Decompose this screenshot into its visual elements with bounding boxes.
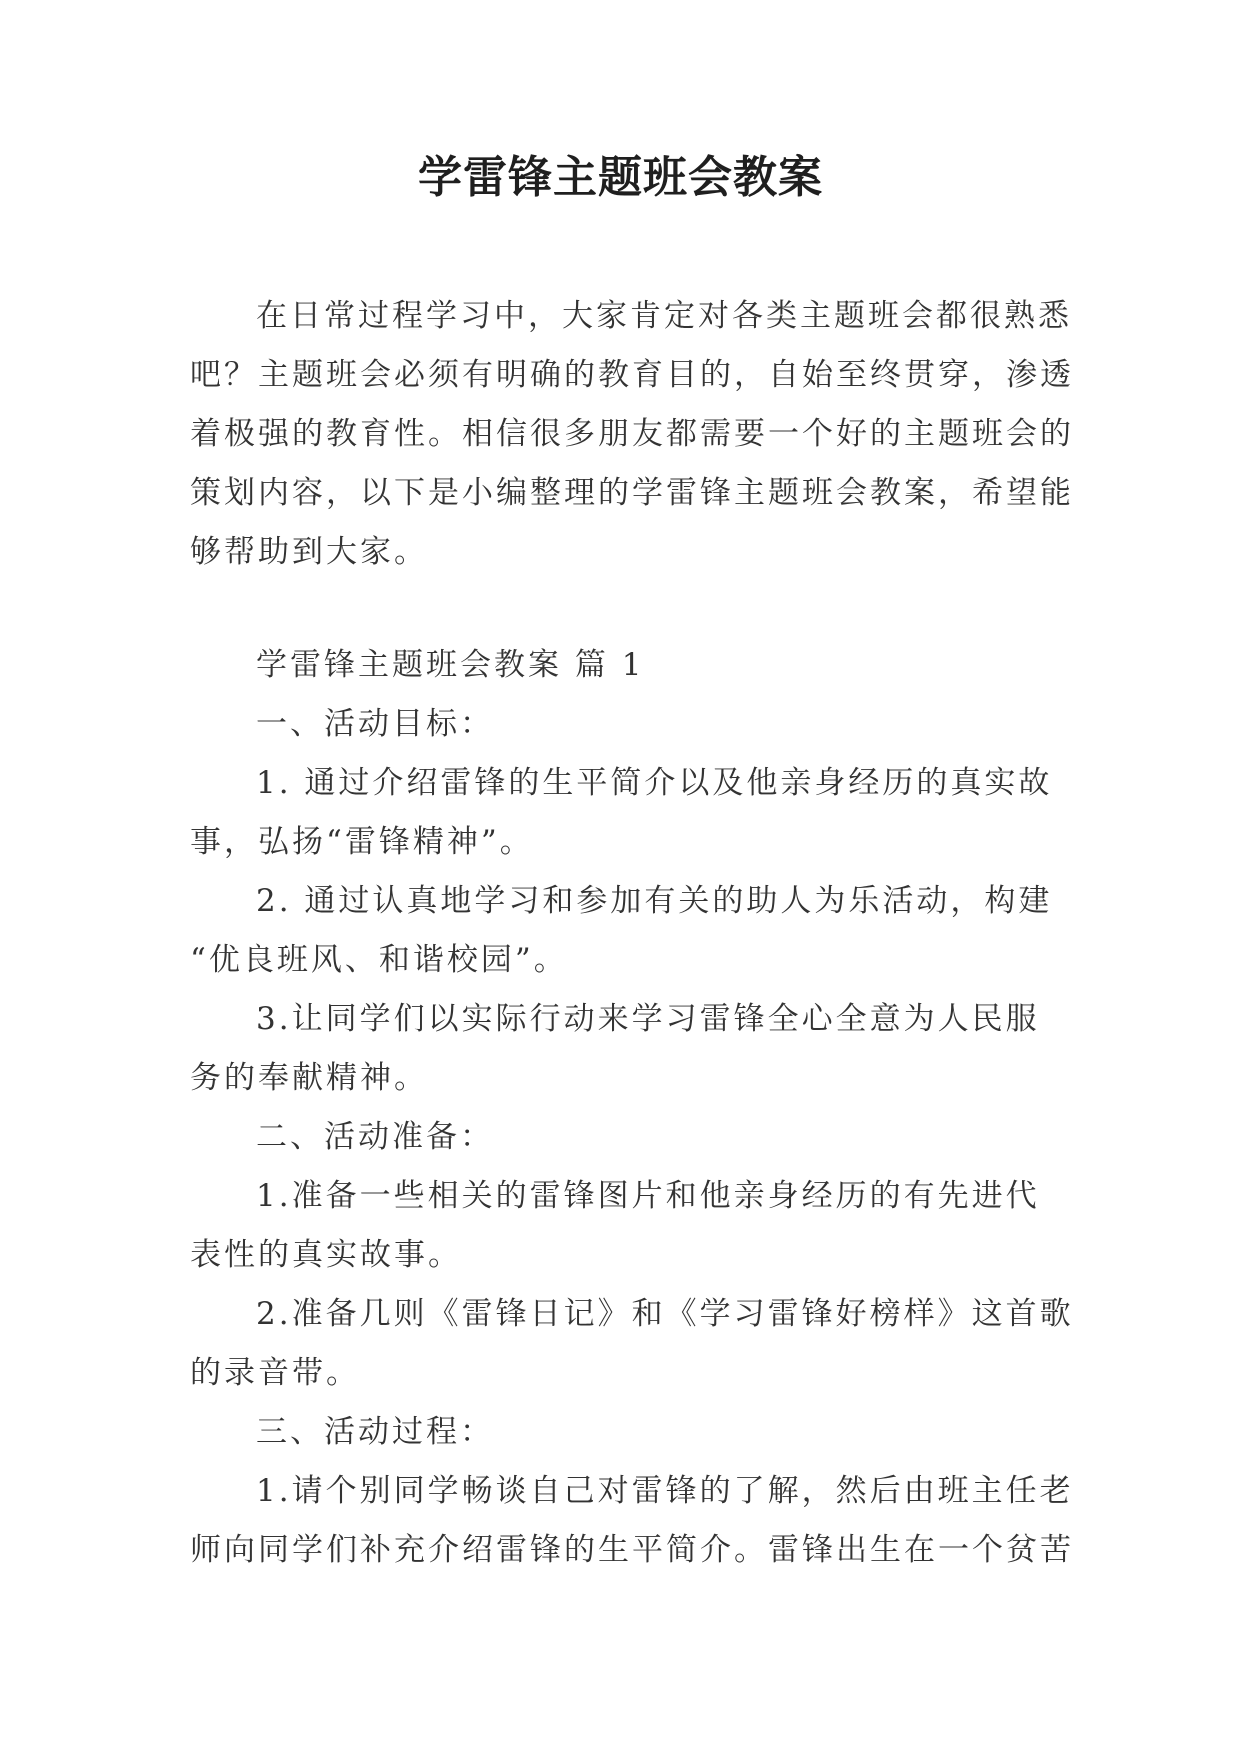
- body-line: 一、活动目标：: [256, 706, 494, 742]
- body-line: 三、活动过程：: [256, 1414, 494, 1450]
- section-heading: 学雷锋主题班会教案 篇 1: [256, 647, 645, 683]
- body-line: 事，弘扬“雷锋精神”。: [190, 824, 534, 860]
- intro-paragraph: [190, 287, 1074, 582]
- body-line: 的录音带。: [190, 1355, 360, 1391]
- body-line: “优良班风、和谐校园”。: [190, 942, 568, 978]
- body-line: 师向同学们补充介绍雷锋的生平简介。雷锋出生在一个贫苦: [190, 1532, 1074, 1568]
- intro-line: 够帮助到大家。: [190, 534, 428, 570]
- body-line: 1.准备一些相关的雷锋图片和他亲身经历的有先进代: [256, 1178, 1040, 1214]
- intro-line: 着极强的教育性。相信很多朋友都需要一个好的主题班会的: [190, 416, 1074, 452]
- intro-line: 吧？主题班会必须有明确的教育目的，自始至终贯穿，渗透: [190, 357, 1074, 393]
- body-line: 二、活动准备：: [256, 1119, 494, 1155]
- section-body: [190, 695, 1074, 1580]
- document-title: 学雷锋主题班会教案: [418, 152, 823, 203]
- body-line: 2. 通过认真地学习和参加有关的助人为乐活动，构建: [256, 883, 1053, 919]
- lesson-plan-section: [190, 636, 1074, 1580]
- body-line: 务的奉献精神。: [190, 1060, 428, 1096]
- body-line: 2.准备几则《雷锋日记》和《学习雷锋好榜样》这首歌: [256, 1296, 1074, 1332]
- body-line: 1.请个别同学畅谈自己对雷锋的了解，然后由班主任老: [256, 1473, 1074, 1509]
- intro-line: 在日常过程学习中，大家肯定对各类主题班会都很熟悉: [256, 298, 1072, 334]
- body-line: 表性的真实故事。: [190, 1237, 462, 1273]
- body-line: 1. 通过介绍雷锋的生平简介以及他亲身经历的真实故: [256, 765, 1053, 801]
- intro-line: 策划内容，以下是小编整理的学雷锋主题班会教案，希望能: [190, 475, 1074, 511]
- body-line: 3.让同学们以实际行动来学习雷锋全心全意为人民服: [256, 1001, 1040, 1037]
